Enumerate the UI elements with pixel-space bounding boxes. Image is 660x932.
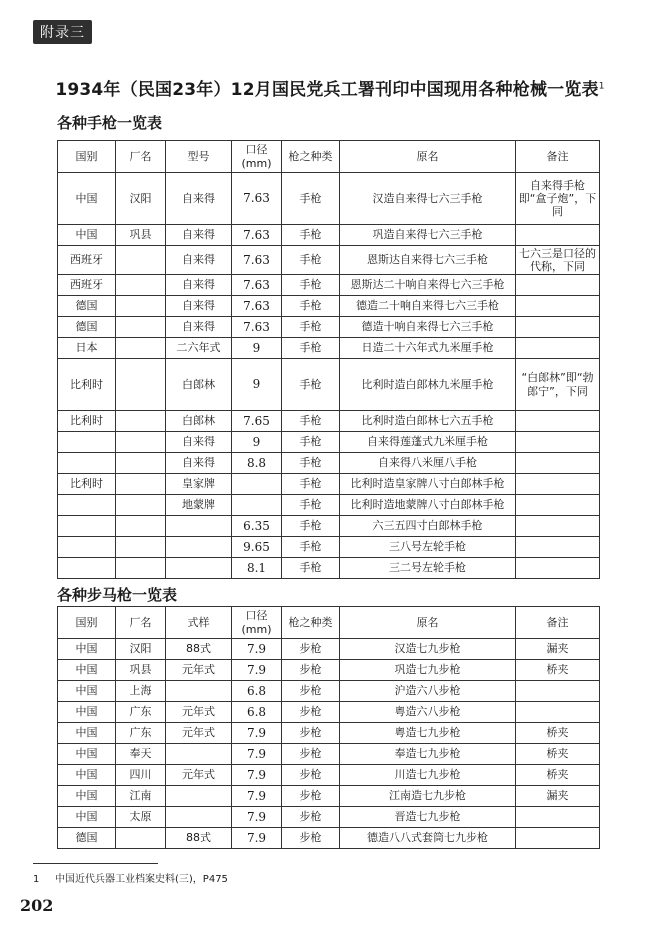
cell-caliber: 7.9 (232, 765, 282, 786)
cell-model: 自来得 (166, 275, 232, 296)
cell-model: 自来得 (166, 453, 232, 474)
cell-factory (116, 432, 166, 453)
cell-remarks (516, 474, 600, 495)
handgun-header-remarks: 备注 (516, 141, 600, 173)
cell-caliber: 8.1 (232, 558, 282, 579)
cell-country: 中国 (58, 765, 116, 786)
cell-remarks (516, 807, 600, 828)
table-row (58, 828, 600, 849)
table-row (58, 246, 600, 275)
rifle-header-country: 国别 (58, 607, 116, 639)
cell-caliber: 9 (232, 432, 282, 453)
cell-caliber: 7.9 (232, 828, 282, 849)
cell-factory: 太原 (116, 807, 166, 828)
cell-caliber: 7.63 (232, 317, 282, 338)
cell-gun-type: 步枪 (282, 681, 340, 702)
rifle-header-model: 式样 (166, 607, 232, 639)
cell-original-name: 三二号左轮手枪 (340, 558, 516, 579)
cell-original-name: 粤造七九步枪 (340, 723, 516, 744)
cell-factory: 巩县 (116, 660, 166, 681)
cell-remarks: 七六三是口径的代称，下同 (516, 246, 600, 275)
cell-country: 中国 (58, 660, 116, 681)
table-row (58, 275, 600, 296)
cell-model: 88式 (166, 828, 232, 849)
cell-country: 中国 (58, 723, 116, 744)
table-row (58, 702, 600, 723)
cell-gun-type: 手枪 (282, 246, 340, 275)
table-row (58, 681, 600, 702)
cell-gun-type: 手枪 (282, 275, 340, 296)
cell-remarks (516, 432, 600, 453)
cell-gun-type: 手枪 (282, 296, 340, 317)
cell-factory: 奉天 (116, 744, 166, 765)
cell-gun-type: 手枪 (282, 516, 340, 537)
table-row (58, 537, 600, 558)
cell-gun-type: 步枪 (282, 723, 340, 744)
cell-model: 元年式 (166, 765, 232, 786)
cell-remarks (516, 702, 600, 723)
cell-model (166, 681, 232, 702)
rifle-table (57, 606, 600, 849)
cell-remarks (516, 537, 600, 558)
cell-model (166, 807, 232, 828)
cell-gun-type: 手枪 (282, 411, 340, 432)
cell-country: 中国 (58, 744, 116, 765)
footnote (33, 870, 228, 885)
cell-original-name: 比利时造白郎林九米厘手枪 (340, 359, 516, 411)
cell-original-name: 恩斯达二十响自来得七六三手枪 (340, 275, 516, 296)
cell-caliber: 6.8 (232, 681, 282, 702)
cell-caliber: 6.8 (232, 702, 282, 723)
rifle-header-remarks: 备注 (516, 607, 600, 639)
cell-factory (116, 338, 166, 359)
cell-remarks: 漏夹 (516, 639, 600, 660)
table-row (58, 411, 600, 432)
cell-original-name: 江南造七九步枪 (340, 786, 516, 807)
cell-original-name: 粤造六八步枪 (340, 702, 516, 723)
cell-model: 元年式 (166, 723, 232, 744)
cell-country: 中国 (58, 225, 116, 246)
cell-original-name: 德造十响自来得七六三手枪 (340, 317, 516, 338)
cell-factory (116, 411, 166, 432)
cell-remarks (516, 828, 600, 849)
cell-factory (116, 495, 166, 516)
cell-remarks (516, 317, 600, 338)
cell-model: 88式 (166, 639, 232, 660)
cell-country: 德国 (58, 828, 116, 849)
cell-original-name: 德造二十响自来得七六三手枪 (340, 296, 516, 317)
cell-caliber: 7.63 (232, 275, 282, 296)
cell-model: 白郎林 (166, 411, 232, 432)
table-row (58, 516, 600, 537)
table-row (58, 359, 600, 411)
cell-country (58, 432, 116, 453)
cell-original-name: 巩造自来得七六三手枪 (340, 225, 516, 246)
table-row (58, 296, 600, 317)
cell-caliber: 7.9 (232, 807, 282, 828)
handgun-header-country: 国别 (58, 141, 116, 173)
cell-model: 自来得 (166, 296, 232, 317)
cell-caliber: 7.65 (232, 411, 282, 432)
cell-remarks (516, 338, 600, 359)
cell-original-name: 比利时造地蒙牌八寸白郎林手枪 (340, 495, 516, 516)
cell-country: 中国 (58, 807, 116, 828)
cell-country (58, 558, 116, 579)
cell-country (58, 453, 116, 474)
cell-remarks: 桥夹 (516, 744, 600, 765)
cell-factory (116, 246, 166, 275)
cell-original-name: 沪造六八步枪 (340, 681, 516, 702)
cell-model: 元年式 (166, 702, 232, 723)
cell-model: 二六年式 (166, 338, 232, 359)
handgun-header-factory: 厂名 (116, 141, 166, 173)
cell-caliber: 7.63 (232, 173, 282, 225)
cell-gun-type: 手枪 (282, 225, 340, 246)
rifle-header-row (58, 607, 600, 639)
cell-remarks (516, 516, 600, 537)
page-title-text: 1934年（民国23年）12月国民党兵工署刊印中国现用各种枪械一览表 (55, 80, 599, 100)
cell-country: 中国 (58, 173, 116, 225)
cell-model (166, 786, 232, 807)
cell-gun-type: 步枪 (282, 639, 340, 660)
cell-original-name: 六三五四寸白郎林手枪 (340, 516, 516, 537)
cell-remarks (516, 681, 600, 702)
cell-country: 比利时 (58, 359, 116, 411)
cell-caliber: 7.63 (232, 296, 282, 317)
footnote-divider (33, 863, 158, 864)
handgun-table (57, 140, 600, 579)
appendix-tag: 附录三 (33, 20, 92, 44)
cell-caliber: 7.63 (232, 225, 282, 246)
cell-original-name: 日造二十六年式九米厘手枪 (340, 338, 516, 359)
cell-caliber: 8.8 (232, 453, 282, 474)
title-footnote-ref: 1 (598, 81, 605, 92)
cell-gun-type: 步枪 (282, 786, 340, 807)
cell-caliber: 7.9 (232, 786, 282, 807)
cell-model: 自来得 (166, 173, 232, 225)
table-row (58, 225, 600, 246)
cell-remarks: “白郎林”即“勃郎宁”，下同 (516, 359, 600, 411)
cell-factory (116, 296, 166, 317)
handgun-table-body (58, 173, 600, 579)
table-row (58, 660, 600, 681)
cell-model: 自来得 (166, 432, 232, 453)
cell-caliber: 7.9 (232, 744, 282, 765)
cell-remarks (516, 296, 600, 317)
cell-model: 自来得 (166, 246, 232, 275)
cell-remarks (516, 495, 600, 516)
cell-caliber: 9.65 (232, 537, 282, 558)
cell-factory (116, 516, 166, 537)
cell-country (58, 495, 116, 516)
cell-gun-type: 手枪 (282, 173, 340, 225)
cell-country: 德国 (58, 317, 116, 338)
rifle-header-caliber: 口径(mm) (232, 607, 282, 639)
cell-factory: 上海 (116, 681, 166, 702)
cell-country: 日本 (58, 338, 116, 359)
cell-model: 自来得 (166, 225, 232, 246)
cell-caliber: 9 (232, 338, 282, 359)
cell-gun-type: 手枪 (282, 474, 340, 495)
cell-gun-type: 手枪 (282, 359, 340, 411)
cell-gun-type: 步枪 (282, 702, 340, 723)
cell-caliber: 7.63 (232, 246, 282, 275)
rifle-header-factory: 厂名 (116, 607, 166, 639)
cell-model: 元年式 (166, 660, 232, 681)
cell-gun-type: 步枪 (282, 660, 340, 681)
cell-gun-type: 步枪 (282, 807, 340, 828)
cell-model (166, 558, 232, 579)
cell-country: 德国 (58, 296, 116, 317)
cell-original-name: 奉造七九步枪 (340, 744, 516, 765)
cell-original-name: 比利时造白郎林七六五手枪 (340, 411, 516, 432)
rifle-header-gun-type: 枪之种类 (282, 607, 340, 639)
handgun-header-caliber: 口径(mm) (232, 141, 282, 173)
cell-factory: 江南 (116, 786, 166, 807)
cell-original-name: 晋造七九步枪 (340, 807, 516, 828)
table-row (58, 807, 600, 828)
cell-country: 西班牙 (58, 246, 116, 275)
cell-factory: 汉阳 (116, 173, 166, 225)
cell-factory: 广东 (116, 702, 166, 723)
cell-caliber (232, 495, 282, 516)
cell-country: 中国 (58, 639, 116, 660)
table-row (58, 765, 600, 786)
table-row (58, 474, 600, 495)
table-row (58, 432, 600, 453)
cell-original-name: 恩斯达自来得七六三手枪 (340, 246, 516, 275)
table-row (58, 744, 600, 765)
cell-factory (116, 558, 166, 579)
rifle-table-body (58, 639, 600, 849)
cell-country: 西班牙 (58, 275, 116, 296)
table-row (58, 173, 600, 225)
rifle-section-title: 各种步马枪一览表 (57, 586, 178, 604)
cell-factory (116, 359, 166, 411)
cell-factory: 广东 (116, 723, 166, 744)
cell-original-name: 川造七九步枪 (340, 765, 516, 786)
cell-remarks: 桥夹 (516, 660, 600, 681)
cell-factory: 汉阳 (116, 639, 166, 660)
cell-country: 比利时 (58, 411, 116, 432)
handgun-header-model: 型号 (166, 141, 232, 173)
handgun-header-gun-type: 枪之种类 (282, 141, 340, 173)
cell-gun-type: 手枪 (282, 432, 340, 453)
cell-original-name: 自来得莲蓬式九米厘手枪 (340, 432, 516, 453)
cell-country: 比利时 (58, 474, 116, 495)
table-row (58, 639, 600, 660)
cell-caliber (232, 474, 282, 495)
table-row (58, 558, 600, 579)
cell-remarks (516, 275, 600, 296)
handgun-section-title: 各种手枪一览表 (57, 114, 163, 132)
cell-factory: 巩县 (116, 225, 166, 246)
cell-model (166, 744, 232, 765)
cell-gun-type: 步枪 (282, 744, 340, 765)
cell-country: 中国 (58, 681, 116, 702)
cell-remarks (516, 558, 600, 579)
cell-country: 中国 (58, 786, 116, 807)
cell-original-name: 汉造七九步枪 (340, 639, 516, 660)
cell-remarks: 桥夹 (516, 723, 600, 744)
cell-remarks: 自来得手枪即“盒子炮”，下同 (516, 173, 600, 225)
cell-caliber: 6.35 (232, 516, 282, 537)
cell-factory (116, 453, 166, 474)
cell-country (58, 516, 116, 537)
cell-gun-type: 手枪 (282, 537, 340, 558)
handgun-header-row (58, 141, 600, 173)
cell-country: 中国 (58, 702, 116, 723)
cell-gun-type: 手枪 (282, 558, 340, 579)
handgun-header-original-name: 原名 (340, 141, 516, 173)
cell-gun-type: 手枪 (282, 453, 340, 474)
cell-caliber: 7.9 (232, 660, 282, 681)
page-title (0, 75, 660, 100)
cell-remarks: 桥夹 (516, 765, 600, 786)
cell-gun-type: 步枪 (282, 765, 340, 786)
cell-original-name: 德造八八式套筒七九步枪 (340, 828, 516, 849)
cell-remarks: 漏夹 (516, 786, 600, 807)
page-number: 202 (20, 896, 54, 915)
cell-caliber: 7.9 (232, 723, 282, 744)
cell-original-name: 巩造七九步枪 (340, 660, 516, 681)
table-row (58, 453, 600, 474)
cell-caliber: 7.9 (232, 639, 282, 660)
cell-factory: 四川 (116, 765, 166, 786)
table-row (58, 786, 600, 807)
cell-gun-type: 手枪 (282, 495, 340, 516)
footnote-text: 中国近代兵器工业档案史料(三)，P475 (55, 874, 228, 885)
cell-model: 白郎林 (166, 359, 232, 411)
cell-model (166, 516, 232, 537)
cell-model: 自来得 (166, 317, 232, 338)
table-row (58, 338, 600, 359)
cell-remarks (516, 453, 600, 474)
cell-model (166, 537, 232, 558)
cell-country (58, 537, 116, 558)
cell-original-name: 比利时造皇家牌八寸白郎林手枪 (340, 474, 516, 495)
cell-model: 地蒙牌 (166, 495, 232, 516)
footnote-number: 1 (33, 874, 40, 885)
cell-original-name: 三八号左轮手枪 (340, 537, 516, 558)
cell-factory (116, 474, 166, 495)
cell-factory (116, 828, 166, 849)
rifle-header-original-name: 原名 (340, 607, 516, 639)
table-row (58, 317, 600, 338)
cell-remarks (516, 225, 600, 246)
cell-factory (116, 275, 166, 296)
cell-factory (116, 537, 166, 558)
cell-gun-type: 手枪 (282, 317, 340, 338)
cell-model: 皇家牌 (166, 474, 232, 495)
cell-factory (116, 317, 166, 338)
cell-gun-type: 手枪 (282, 338, 340, 359)
cell-caliber: 9 (232, 359, 282, 411)
cell-original-name: 自来得八米厘八手枪 (340, 453, 516, 474)
table-row (58, 723, 600, 744)
cell-remarks (516, 411, 600, 432)
cell-gun-type: 步枪 (282, 828, 340, 849)
cell-original-name: 汉造自来得七六三手枪 (340, 173, 516, 225)
table-row (58, 495, 600, 516)
